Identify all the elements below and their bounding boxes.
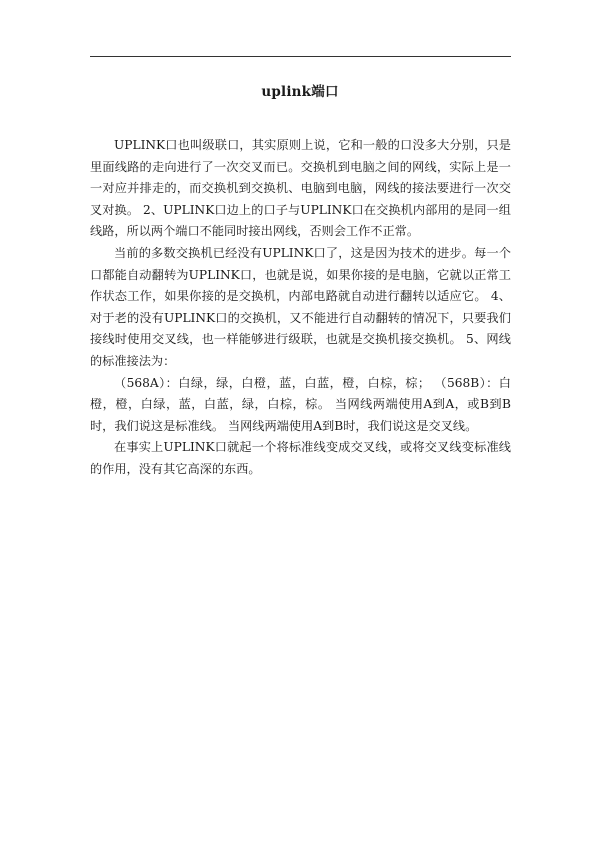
paragraph-wiring-standards: （568A）：白绿，绿，白橙，蓝，白蓝，橙，白棕，棕； （568B）：白橙，橙，白绿，蓝，白蓝，绿，白棕，棕。 当网线两端使用A到A，或B到B时，我们说这是标准线。 当网线两端使用A到B时，我们说这是交叉线。 <box>90 375 511 433</box>
paragraph-uplink-intro: UPLINK口也叫级联口，其实原则上说，它和一般的口没多大分别，只是里面线路的走向进行了一次交叉而已。交换机到电脑之间的网线，实际上是一一对应并排走的，而交换机到交换机、电脑到电脑，网线的接法要进行一次交叉对换。 2、UPLINK口边上的口子与UPLINK口在交换机内部用的是同一组线路，所以两个端口不能同时接出网线，否则会工作不正常。 <box>90 138 511 239</box>
paragraph-conclusion: 在事实上UPLINK口就起一个将标准线变成交叉线，或将交叉线变标准线的作用，没有其它高深的东西。 <box>90 440 511 476</box>
paragraph-auto-crossover: 当前的多数交换机已经没有UPLINK口了，这是因为技术的进步。每一个口都能自动翻转为UPLINK口，也就是说，如果你接的是电脑，它就以正常工作状态工作，如果你接的是交换机，内部电路就自动进行翻转以适应它。 4、对于老的没有UPLINK口的交换机，又不能进行自动翻转的情况下，只要我们接线时使用交叉线，也一样能够进行级联，也就是交换机接交换机。 5、网线的标准接法为： <box>90 245 511 368</box>
document-title: uplink端口 <box>261 84 339 100</box>
document-body <box>90 135 511 481</box>
header-rule <box>90 56 511 57</box>
